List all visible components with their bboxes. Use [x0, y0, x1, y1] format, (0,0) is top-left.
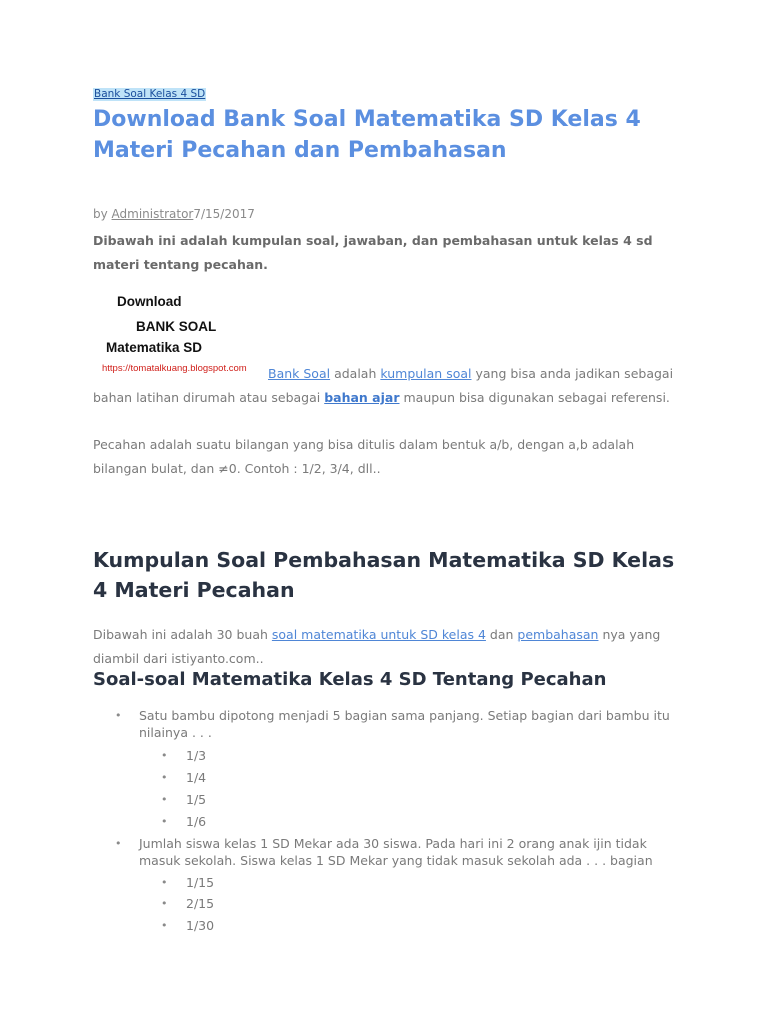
banner-url: https://tomatalkuang.blogspot.com: [102, 363, 247, 374]
section-title: Kumpulan Soal Pembahasan Matematika SD Kelas 4 Materi Pecahan: [93, 548, 675, 602]
para3-text3: nya yang diambil dari istiyanto.com..: [93, 627, 661, 666]
subsection-title: Soal-soal Matematika Kelas 4 SD Tentang Pecahan: [93, 669, 607, 690]
byline-prefix: by: [93, 207, 112, 221]
download-banner-image: [101, 291, 271, 374]
link-soal-matematika[interactable]: soal matematika untuk SD kelas 4: [271, 627, 486, 642]
category-link[interactable]: Bank Soal Kelas 4 SD: [94, 88, 206, 100]
answer-option: • 1/3: [186, 747, 206, 764]
link-pembahasan[interactable]: pembahasan: [517, 627, 599, 642]
para1-text1: adalah: [330, 366, 381, 381]
para3-text2: dan: [485, 627, 518, 642]
byline: [93, 207, 255, 222]
link-bank-soal[interactable]: Bank Soal: [268, 366, 331, 381]
para1-text4: maupun bisa digunakan sebagai referensi.: [399, 390, 670, 405]
paragraph-bank-soal-line2: [93, 386, 683, 410]
author-link[interactable]: Administrator: [111, 207, 194, 221]
banner-line-matematika: Matematika SD: [106, 340, 203, 355]
link-bahan-ajar[interactable]: bahan ajar: [324, 390, 400, 405]
para1-text2: yang bisa anda jadikan sebagai: [471, 366, 674, 381]
answer-option: • 1/30: [186, 917, 214, 934]
paragraph-pecahan-definition: Pecahan adalah suatu bilangan yang bisa ditulis dalam bentuk a/b, dengan a,b adalah bilangan bulat, dan ≠0. Contoh : 1/2, 3/4, dll..: [93, 437, 635, 476]
answer-option: • 1/4: [186, 769, 206, 786]
paragraph-bank-soal-line1: [268, 362, 688, 386]
banner-line-download: Download: [117, 294, 182, 309]
intro-text: Dibawah ini adalah kumpulan soal, jawaban, dan pembahasan untuk kelas 4 sd materi tentang pecahan.: [93, 233, 653, 272]
para1-text3: bahan latihan dirumah atau sebagai: [93, 390, 325, 405]
paragraph-source: [93, 623, 683, 671]
post-title: Download Bank Soal Matematika SD Kelas 4 Materi Pecahan dan Pembahasan: [93, 107, 641, 163]
answer-option: • 2/15: [186, 895, 214, 912]
answer-option: • 1/6: [186, 813, 206, 830]
question-item: • Jumlah siswa kelas 1 SD Mekar ada 30 siswa. Pada hari ini 2 orang anak ijin tidak masuk sekolah. Siswa kelas 1 SD Mekar yang tidak masuk sekolah ada . . . bagian: [139, 835, 679, 869]
para3-text1: Dibawah ini adalah 30 buah: [93, 627, 272, 642]
post-date: 7/15/2017: [193, 207, 255, 221]
answer-option: • 1/5: [186, 791, 206, 808]
banner-line-bank-soal: BANK SOAL: [136, 319, 217, 334]
question-item: • Satu bambu dipotong menjadi 5 bagian sama panjang. Setiap bagian dari bambu itu nilainya . . .: [139, 707, 679, 741]
answer-option: • 1/15: [186, 874, 214, 891]
link-kumpulan-soal[interactable]: kumpulan soal: [380, 366, 472, 381]
